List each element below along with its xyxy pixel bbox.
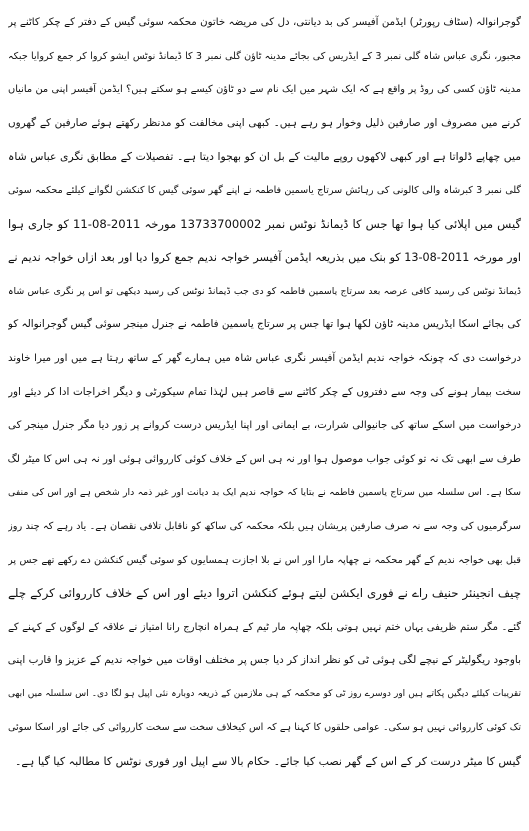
article-line: درخواست میں اسکے ساتھ کی جانیوالی شرارت، بے ایمانی اور اپنا ایڈریس درست کروانے پر زور دیا مگر جنرل مینجر کی (8, 420, 521, 432)
article-line: باوجود ریگولیٹر کے نیچے لگی ہوئی ٹی کو نظر انداز کر دیا جس پر مختلف اوقات میں خواجہ ندیم کے عزیز وا قارب اپنی (8, 654, 521, 667)
article-line: درخواست دی کہ چونکہ خواجہ ندیم ایڈمن آفیسر نگری عباس شاہ میں ہمارے گھر کے ساتھ رہتا ہے میں اور میرا خاوند (8, 352, 521, 364)
article-line: کی بجائے اسکا ایڈریس مدینہ ٹاؤن لکھا ہوا تھا جس پر سرتاج یاسمین فاطمہ نے جنرل مینجر سوئی گیس گوجرانوالہ کو (8, 318, 521, 331)
article-line: سرگرمیوں کی وجہ سے نہ صرف صارفین پریشان ہیں بلکہ محکمہ کی ساکھ کو ناقابل تلافی نقصان ہے۔ یاد رہے کہ چند روز (8, 520, 521, 532)
article-line: تقریبات کیلئے دیگیں پکاتے ہیں اور دوسرے روز ٹی کو محکمہ کے ہی ملازمین کے ذریعہ دوبارہ نئی اپیل ہو لگا دی۔ اس سلسلہ میں ابھی (8, 688, 521, 699)
article-line: سکا ہے۔ اس سلسلہ میں سرتاج یاسمین فاطمہ نے بتایا کہ خواجہ ندیم ایک بد دیانت اور غیر ذمہ دار شخص ہے اور اس کی منفی (8, 487, 521, 499)
article-line: چیف انجینئر حنیف راے نے فوری ایکشن لیتے ہوئے کنکشن اتروا دیئے اور اس کے خلاف کارروائی کرکے چلے (8, 586, 521, 601)
article-line: مدینہ ٹاؤن کسی کی روڈ پر واقع ہے کہ ایک شہر میں ایک نام سے دو ٹاؤن کیسے ہو سکتے ہیں؟ ایڈمن آفیسر اپنی من مانیاں (8, 84, 521, 96)
article-line: مجبور، نگری عباس شاہ گلی نمبر 3 کے ایڈریس کی بجائے مدینہ ٹاؤن گلی نمبر 3 کا ڈیمانڈ نوٹس ایشو کروا کر جمع کروایا جبکہ (8, 50, 521, 62)
article-line: ڈیمانڈ نوٹس کی رسید کافی عرصہ بعد سرتاج یاسمین فاطمہ کو دی جب ڈیمانڈ نوٹس کی رسید دیکھی تو اس پر نگری عباس شاہ (8, 285, 521, 297)
article-line: سخت بیمار ہونے کی وجہ سے دفتروں کے چکر کاٹنے سے قاصر ہیں لہٰذا تمام سیکورٹی و دیگر اخراجات ادا کر دیئے اور (8, 385, 521, 398)
article-line: تک کوئی کارروائی نہیں ہو سکی۔ عوامی حلقوں کا کہنا ہے کہ اس کیخلاف سخت سے سخت کارروائی کی جائے اور اسکا سوئی (8, 722, 521, 734)
article-line: گوجرانوالہ (سٹاف رپورٹر) ایڈمن آفیسر کی بد دیانتی، دل کی مریضہ خاتون محکمہ سوئی گیس کے دفتر کے چکر کاٹنے پر (8, 17, 521, 28)
article-line: گیس میں اپلائی کیا ہوا تھا جس کا ڈیمانڈ نوٹس نمبر 13733700002 مورخہ 2011-08-11 کو جاری ہوا (8, 216, 521, 231)
article-body (8, 6, 521, 779)
article-line: طرف سے ابھی تک نہ تو کوئی جواب موصول ہوا اور نہ ہی اس کے خلاف کوئی کارروائی ہوئی اور نہ ہی اس کا میٹر لگ (8, 453, 521, 465)
article-line: گلی نمبر 3 کبرشاہ والی کالونی کی رہائش سرتاج یاسمین فاطمہ نے اپنے گھر سوئی گیس کا کنکشن لگوانے کیلئے محکمہ سوئی (8, 184, 521, 196)
article-line: قبل بھی خواجہ ندیم کے گھر محکمہ نے چھاپہ مارا اور اس نے بلا اجازت ہمسایوں کو سوئی گیس کنکشن دے رکھے تھے جس پر (8, 554, 521, 566)
article-line: اور مورخہ 2011-08-13 کو بنک میں بذریعہ ایڈمن آفیسر خواجہ ندیم جمع کروا دیا اور بعد ازاں خواجہ ندیم نے (8, 251, 521, 265)
article-line: میں چھاپے ڈلواتا ہے اور کبھی لاکھوں روپے مالیت کے بل ان کو بھجوا دیتا ہے۔ تفصیلات کے مطابق نگری عباس شاہ (8, 150, 521, 164)
article-line: گیس کا میٹر درست کر کے اس کے گھر نصب کیا جائے۔ حکام بالا سے اپیل اور فوری نوٹس کا مطالبہ کیا گیا ہے۔ (14, 755, 521, 769)
article-line: کرنے میں مصروف اور صارفین ذلیل وخوار ہو رہے ہیں۔ کبھی اپنی مخالفت کو مدنظر رکھتے ہوئے صارفین کے گھروں (8, 116, 521, 129)
article-line: گئے۔ مگر ستم ظریفی یہاں ختم نہیں ہوتی بلکہ چھاپہ مار ٹیم کے ہمراہ انچارج رانا امتیاز نے علاقہ کے لوگوں کے کہنے کے (8, 621, 521, 633)
